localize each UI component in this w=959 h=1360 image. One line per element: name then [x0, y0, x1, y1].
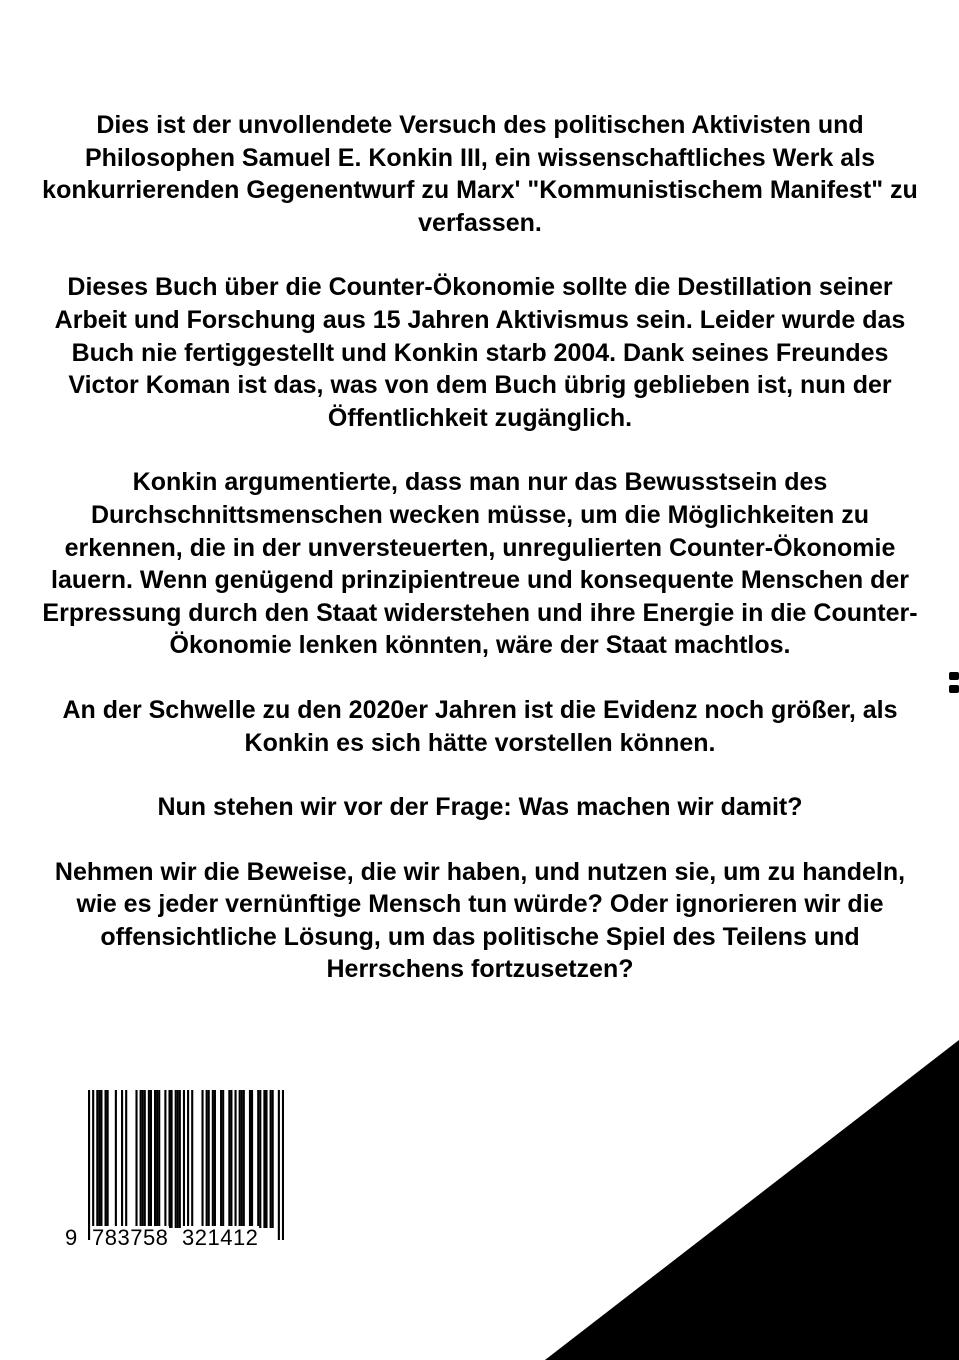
isbn-lead-digit: 9 — [65, 1225, 78, 1250]
barcode-bar — [144, 1090, 146, 1228]
paragraph-counter-economy: Dieses Buch über die Counter-Ökonomie sollte die Destillation seiner Arbeit und Forschung aus 15 Jahren Aktivismus sein. Leider wurde das Buch nie fertiggestellt und Konkin starb 2004. Dank seines Freundes Victor Koman ist das, was von dem Buch übrig geblieben ist, nun der Öffentlichkeit zugänglich. — [54, 273, 906, 432]
edge-mark — [949, 672, 959, 694]
isbn-number — [64, 1226, 284, 1250]
barcode-bar — [206, 1090, 208, 1228]
barcode-bar — [220, 1090, 222, 1228]
barcode-bar — [142, 1090, 144, 1228]
isbn-left-group: 783758 — [92, 1225, 169, 1250]
barcode-bar — [92, 1090, 94, 1240]
barcode-bar — [164, 1090, 166, 1228]
barcode-bar — [88, 1090, 90, 1240]
barcode-bar — [222, 1090, 224, 1228]
barcode-bars — [88, 1090, 284, 1240]
barcode-bar — [154, 1090, 156, 1228]
barcode-bar — [183, 1090, 185, 1240]
isbn-right-group: 321412 — [182, 1225, 259, 1250]
barcode-bar — [201, 1090, 203, 1228]
barcode-bar — [187, 1090, 189, 1240]
paragraph-closing: Nehmen wir die Beweise, die wir haben, und nutzen sie, um zu handeln, wie es jeder vernünftige Mensch tun würde? Oder ignorieren wir die offensichtliche Lösung, um das politische Spiel des Teilens und Herrschens fortzusetzen? — [54, 857, 906, 984]
barcode-bar — [230, 1090, 232, 1228]
barcode-bar — [265, 1090, 267, 1228]
paragraph-intro: Dies ist der unvollendete Versuch des politischen Aktivisten und Philosophen Samuel E. Konkin III, ein wissenschaftliches Werk als konkurrierenden Gegenentwurf zu Marx' "Kommunistischem Manifest" zu verfassen. — [42, 111, 918, 237]
barcode-bar — [243, 1090, 245, 1228]
barcode-bar — [100, 1090, 102, 1228]
barcode-bar — [140, 1090, 142, 1228]
barcode-bar — [179, 1090, 181, 1228]
barcode-bar — [175, 1090, 177, 1228]
barcode-bar — [191, 1090, 193, 1228]
barcode-bar — [148, 1090, 150, 1228]
paragraph-argument: Konkin argumentierte, dass man nur das Bewusstsein des Durchschnittsmenschen wecken müsse, um die Möglichkeiten zu erkennen, die in der unversteuerten, unregulierten Counter-Ökonomie lauern. Wenn genügend prinzipientreue und konsequente Menschen der Erpressung durch den Staat widerstehen und ihre Energie in die Counter-Ökonomie lenken könnten, wäre der Staat machtlos. — [42, 468, 918, 660]
barcode-bar — [150, 1090, 152, 1228]
barcode-bar — [228, 1090, 230, 1228]
barcode-bar — [96, 1090, 98, 1228]
paragraph-question: Nun stehen wir vor der Frage: Was machen wir damit? — [157, 793, 803, 822]
barcode-bar — [251, 1090, 253, 1228]
barcode-bar — [168, 1090, 170, 1228]
barcode-bar — [171, 1090, 173, 1228]
barcode-bar — [239, 1090, 241, 1228]
barcode-bar — [115, 1090, 117, 1228]
paragraph-evidence: An der Schwelle zu den 2020er Jahren ist die Evidenz noch größer, als Konkin es sich hätte vorstellen können. — [62, 695, 898, 757]
barcode-bar — [125, 1090, 127, 1228]
barcode-bar — [214, 1090, 216, 1228]
barcode-bar — [249, 1090, 251, 1228]
barcode-bar — [107, 1090, 109, 1228]
barcode-bar — [98, 1090, 100, 1228]
barcode-bar — [241, 1090, 243, 1228]
barcode-bar — [156, 1090, 158, 1228]
barcode-bar — [272, 1090, 274, 1228]
barcode-bar — [278, 1090, 280, 1240]
barcode-bar — [234, 1090, 236, 1228]
barcode-bar — [177, 1090, 179, 1228]
barcode-bar — [259, 1090, 261, 1228]
barcode-bar — [263, 1090, 265, 1228]
barcode-bar — [282, 1090, 284, 1240]
barcode-bar — [257, 1090, 259, 1228]
barcode-bar — [270, 1090, 272, 1228]
back-cover-text — [40, 109, 920, 1018]
barcode-bar — [121, 1090, 123, 1228]
barcode-bar — [208, 1090, 210, 1228]
barcode-bar — [212, 1090, 214, 1228]
barcode-bar — [105, 1090, 107, 1228]
barcode-bar — [158, 1090, 160, 1228]
barcode-bar — [135, 1090, 137, 1228]
